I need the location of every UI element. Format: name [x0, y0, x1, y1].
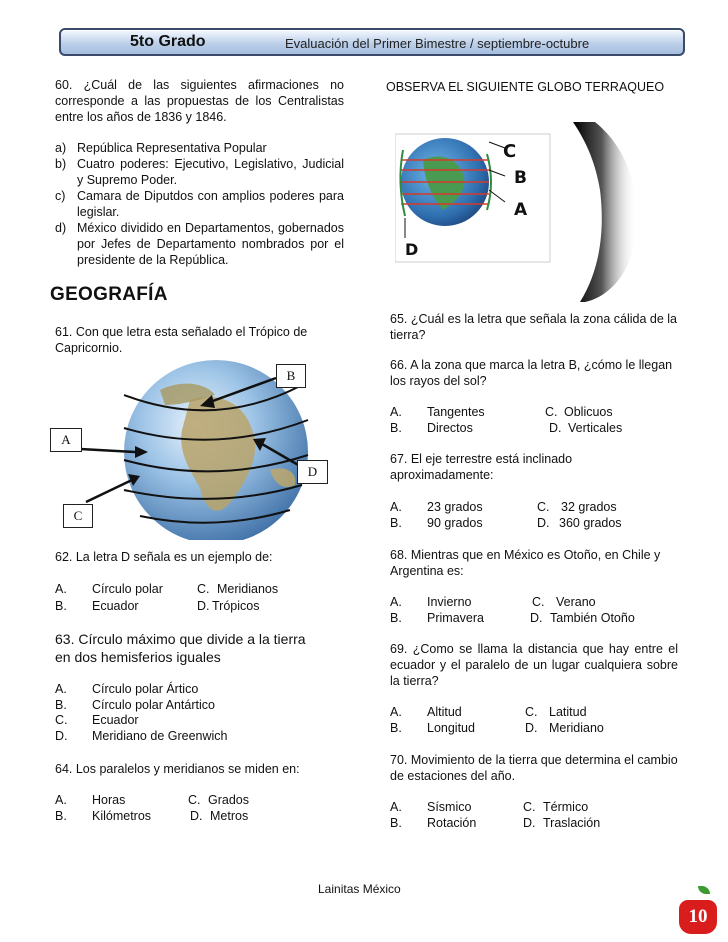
option-text: Metros — [210, 809, 249, 823]
option-letter: A. — [55, 582, 67, 596]
option-text: Cuatro poderes: Ejecutivo, Legislativo, Judicial y Supremo Poder. — [77, 157, 344, 187]
footer-credit: Lainitas México — [318, 882, 401, 896]
option-row — [55, 156, 344, 188]
option-text: México dividido en Departamentos, gobernados por Jefes de Departamento nombrados por el presidente de la República. — [77, 221, 344, 267]
option-text: Kilómetros — [92, 809, 152, 823]
apple-leaf-icon — [698, 886, 710, 894]
question-70: 70. Movimiento de la tierra que determina el cambio de estaciones del año. — [390, 753, 678, 783]
option-text: Oblicuos — [564, 405, 613, 419]
option-letter: A. — [55, 682, 67, 696]
option-text: Meridiano — [549, 721, 604, 735]
option-text: Tangentes — [427, 405, 485, 419]
option-letter: D. — [55, 729, 68, 743]
question-63-line1: 63. Círculo máximo que divide a la tierra — [55, 631, 306, 647]
option-text: Horas — [92, 793, 126, 807]
option-text: Círculo polar — [92, 582, 163, 596]
option-row — [55, 140, 344, 156]
option-letter: C. — [532, 595, 545, 609]
option-letter: A. — [390, 705, 402, 719]
option-text: Directos — [427, 421, 473, 435]
option-letter: D. — [197, 599, 210, 613]
sun-shadow-arc — [573, 122, 637, 302]
section-title: GEOGRAFÍA — [50, 284, 168, 305]
zone-label-b: B — [514, 168, 527, 188]
option-letter: C. — [523, 800, 536, 814]
question-66: 66. A la zona que marca la letra B, ¿cómo le llegan los rayos del sol? — [390, 358, 673, 388]
globe-zones-figure — [395, 120, 725, 305]
globe-label-d: D — [297, 460, 328, 484]
question-69: 69. ¿Como se llama la distancia que hay entre el ecuador y el paralelo de un lugar cualquiera sobre la tierra? — [390, 642, 678, 688]
option-letter: A. — [390, 595, 402, 609]
question-63-line2: en dos hemisferios iguales — [55, 649, 221, 665]
option-letter: A. — [390, 800, 402, 814]
option-text: Rotación — [427, 816, 477, 830]
globe-label-b: B — [276, 364, 306, 388]
option-letter: A. — [55, 793, 67, 807]
question-60: 60. ¿Cuál de las siguientes afirmaciones no corresponde a las propuestas de los Centralistas entre los años de 1836 y 1846. — [55, 78, 344, 124]
option-letter: B. — [55, 698, 67, 712]
option-text: Círculo polar Antártico — [92, 698, 215, 712]
option-letter: B. — [55, 809, 67, 823]
option-letter: D. — [525, 721, 538, 735]
option-text: Sísmico — [427, 800, 472, 814]
question-60-options — [55, 140, 344, 268]
option-text: También Otoño — [550, 611, 635, 625]
option-text: 90 grados — [427, 516, 483, 530]
option-letter: C. — [197, 582, 210, 596]
question-65: 65. ¿Cuál es la letra que señala la zona cálida de la tierra? — [390, 312, 677, 342]
option-row — [55, 220, 344, 268]
globe-label-c: C — [63, 504, 93, 528]
option-text: Verano — [556, 595, 596, 609]
option-letter: a) — [55, 141, 67, 155]
option-text: Verticales — [568, 421, 623, 435]
globe-label-a: A — [50, 428, 82, 452]
header-bar — [59, 28, 685, 56]
option-letter: B. — [390, 516, 402, 530]
question-64: 64. Los paralelos y meridianos se miden en: — [55, 762, 300, 776]
option-text: Traslación — [543, 816, 601, 830]
option-letter: D. — [537, 516, 550, 530]
option-text: Ecuador — [92, 713, 139, 727]
option-text: Longitud — [427, 721, 475, 735]
option-letter: D. — [530, 611, 543, 625]
option-text: Grados — [208, 793, 249, 807]
zone-label-c: C — [503, 141, 517, 162]
question-67: 67. El eje terrestre está inclinado aproximadamente: — [390, 452, 573, 482]
option-letter: D. — [549, 421, 562, 435]
zone-label-d: D — [405, 240, 419, 259]
option-letter: C. — [537, 500, 550, 514]
option-letter: C. — [545, 405, 558, 419]
option-letter: B. — [390, 721, 402, 735]
option-letter: A. — [390, 405, 402, 419]
exam-subtitle: Evaluación del Primer Bimestre / septiembre-octubre — [285, 36, 590, 51]
option-row — [55, 188, 344, 220]
option-text: República Representativa Popular — [77, 141, 267, 155]
option-letter: B. — [390, 816, 402, 830]
option-text: Meridianos — [217, 582, 279, 596]
option-text: 360 grados — [559, 516, 622, 530]
option-letter: C. — [55, 713, 68, 727]
option-letter: b) — [55, 157, 67, 171]
option-letter: C. — [188, 793, 201, 807]
page-number-apple-icon: 10 — [679, 900, 717, 934]
option-letter: B. — [390, 421, 402, 435]
option-text: 32 grados — [561, 500, 617, 514]
option-letter: A. — [390, 500, 402, 514]
option-text: Ecuador — [92, 599, 139, 613]
question-62: 62. La letra D señala es un ejemplo de: — [55, 550, 273, 564]
option-text: Camara de Diputdos con amplios poderes para legislar. — [77, 189, 344, 219]
option-letter: d) — [55, 221, 67, 235]
zone-label-a: A — [514, 200, 528, 220]
option-text: Trópicos — [212, 599, 260, 613]
option-text: Altitud — [427, 705, 462, 719]
option-letter: D. — [190, 809, 203, 823]
grade-title: 5to Grado — [130, 33, 206, 50]
option-letter: D. — [523, 816, 536, 830]
globe-instruction: OBSERVA EL SIGUIENTE GLOBO TERRAQUEO — [386, 80, 665, 94]
option-text: Meridiano de Greenwich — [92, 729, 228, 743]
option-letter: B. — [55, 599, 67, 613]
question-61: 61. Con que letra esta señalado el Trópico de Capricornio. — [55, 325, 308, 355]
option-text: Latitud — [549, 705, 587, 719]
option-text: Térmico — [543, 800, 589, 814]
option-text: Círculo polar Ártico — [92, 682, 199, 696]
option-text: Invierno — [427, 595, 472, 609]
option-text: Primavera — [427, 611, 484, 625]
option-letter: c) — [55, 189, 66, 203]
option-text: 23 grados — [427, 500, 483, 514]
option-letter: B. — [390, 611, 402, 625]
option-letter: C. — [525, 705, 538, 719]
question-68: 68. Mientras que en México es Otoño, en Chile y Argentina es: — [390, 548, 661, 578]
